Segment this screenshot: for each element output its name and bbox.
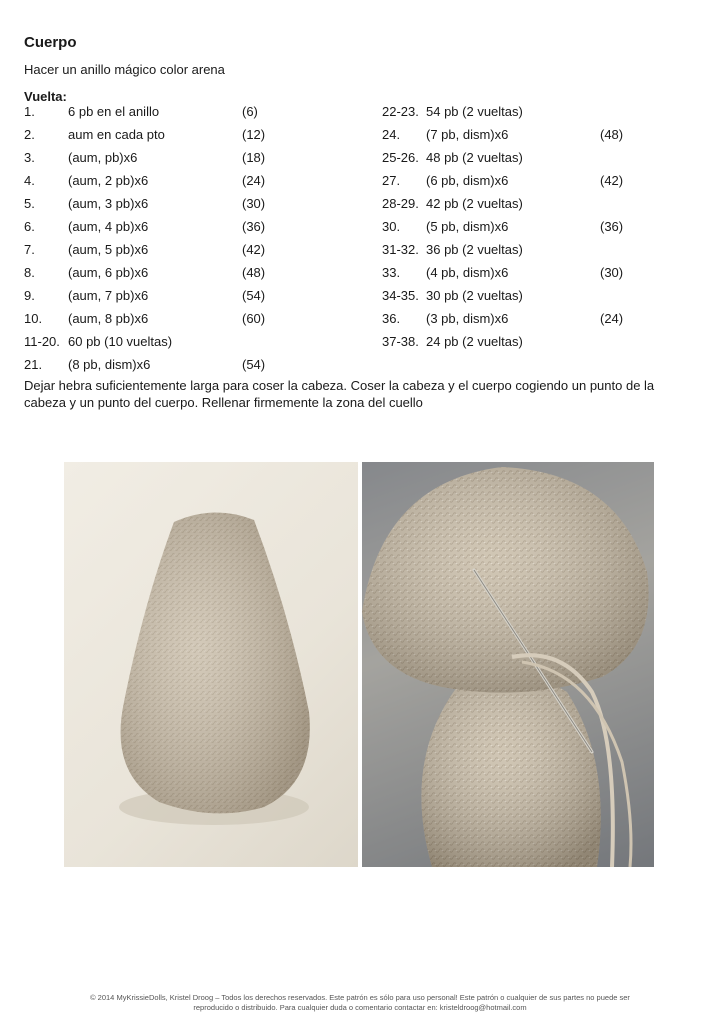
round-row xyxy=(382,264,682,282)
stitch-count: (24) xyxy=(242,173,266,188)
copyright-footer xyxy=(40,993,680,1013)
round-instruction: (aum, 3 pb)x6 xyxy=(68,196,149,211)
stitch-count: (12) xyxy=(242,127,266,142)
round-number: 11-20. xyxy=(24,334,60,349)
round-number: 28-29. xyxy=(382,196,419,211)
round-number: 22-23. xyxy=(382,104,419,119)
round-number: 5. xyxy=(24,196,35,211)
round-number: 31-32. xyxy=(382,242,419,257)
round-instruction: (aum, 6 pb)x6 xyxy=(68,265,149,280)
round-number: 24. xyxy=(382,127,401,142)
round-row xyxy=(382,149,682,167)
round-row xyxy=(24,264,324,282)
round-instruction: 6 pb en el anillo xyxy=(68,104,160,119)
round-instruction: (7 pb, dism)x6 xyxy=(426,127,509,142)
stitch-count: (54) xyxy=(242,357,266,372)
round-instruction: 42 pb (2 vueltas) xyxy=(426,196,523,211)
sewing-photo xyxy=(362,462,654,867)
intro-text: Hacer un anillo mágico color arena xyxy=(24,62,225,77)
round-number: 2. xyxy=(24,127,35,142)
stitch-count: (30) xyxy=(600,265,624,280)
round-number: 7. xyxy=(24,242,35,257)
round-instruction: (aum, 8 pb)x6 xyxy=(68,311,149,326)
round-row xyxy=(24,195,324,213)
round-row xyxy=(24,310,324,328)
round-instruction: (aum, pb)x6 xyxy=(68,150,138,165)
round-number: 9. xyxy=(24,288,35,303)
round-number: 8. xyxy=(24,265,35,280)
round-number: 27. xyxy=(382,173,401,188)
stitch-count: (6) xyxy=(242,104,258,119)
round-number: 1. xyxy=(24,104,35,119)
stitch-count: (30) xyxy=(242,196,266,211)
round-instruction: (6 pb, dism)x6 xyxy=(426,173,509,188)
crochet-sewing-illustration xyxy=(362,462,654,867)
stitch-count: (42) xyxy=(242,242,266,257)
stitch-count: (48) xyxy=(242,265,266,280)
round-number: 4. xyxy=(24,173,35,188)
round-number: 3. xyxy=(24,150,35,165)
round-instruction: 30 pb (2 vueltas) xyxy=(426,288,523,303)
round-row xyxy=(382,195,682,213)
stitch-count: (36) xyxy=(600,219,624,234)
round-instruction: 54 pb (2 vueltas) xyxy=(426,104,523,119)
round-row xyxy=(382,103,682,121)
round-number: 25-26. xyxy=(382,150,419,165)
stitch-count: (18) xyxy=(242,150,266,165)
round-row xyxy=(382,126,682,144)
round-row xyxy=(24,149,324,167)
round-instruction: aum en cada pto xyxy=(68,127,165,142)
round-row xyxy=(382,172,682,190)
round-number: 10. xyxy=(24,311,43,326)
round-number: 34-35. xyxy=(382,288,419,303)
stitch-count: (60) xyxy=(242,311,266,326)
round-row xyxy=(382,333,682,351)
round-number: 6. xyxy=(24,219,35,234)
stitch-count: (36) xyxy=(242,219,266,234)
round-number: 36. xyxy=(382,311,401,326)
round-instruction: (aum, 5 pb)x6 xyxy=(68,242,149,257)
stitch-count: (42) xyxy=(600,173,624,188)
stitch-count: (54) xyxy=(242,288,266,303)
footer-line-2: reproducido o distribuido. Para cualquier duda o comentario contactar en: kristeldroog@hotmail.com xyxy=(193,1003,527,1012)
finishing-instructions: Dejar hebra suficientemente larga para coser la cabeza. Coser la cabeza y el cuerpo cogiendo un punto de la cabeza y un punto del cuerpo. Rellenar firmemente la zona del cuello xyxy=(24,378,655,410)
page-title: Cuerpo xyxy=(24,34,77,51)
footer-line-1: © 2014 MyKrissieDolls, Kristel Droog – Todos los derechos reservados. Este patrón es sólo para uso personal! Este patrón o cualquier de sus partes no puede ser xyxy=(90,993,630,1002)
round-number: 37-38. xyxy=(382,334,419,349)
round-row xyxy=(382,218,682,236)
round-row xyxy=(382,287,682,305)
round-instruction: (4 pb, dism)x6 xyxy=(426,265,509,280)
round-instruction: 48 pb (2 vueltas) xyxy=(426,150,523,165)
round-heading: Vuelta: xyxy=(24,89,67,104)
round-row xyxy=(24,241,324,259)
stitch-count: (24) xyxy=(600,311,624,326)
round-row xyxy=(382,241,682,259)
round-instruction: 60 pb (10 vueltas) xyxy=(68,334,173,349)
round-row xyxy=(24,356,324,374)
round-instruction: (5 pb, dism)x6 xyxy=(426,219,509,234)
round-row xyxy=(382,310,682,328)
stitch-count: (48) xyxy=(600,127,624,142)
round-instruction: 36 pb (2 vueltas) xyxy=(426,242,523,257)
round-row xyxy=(24,218,324,236)
round-row xyxy=(24,287,324,305)
round-number: 30. xyxy=(382,219,401,234)
round-row xyxy=(24,103,324,121)
round-instruction: (3 pb, dism)x6 xyxy=(426,311,509,326)
crochet-body-illustration xyxy=(64,462,358,867)
round-instruction: (aum, 4 pb)x6 xyxy=(68,219,149,234)
round-row xyxy=(24,333,324,351)
round-instruction: (8 pb, dism)x6 xyxy=(68,357,151,372)
round-instruction: (aum, 7 pb)x6 xyxy=(68,288,149,303)
round-row xyxy=(24,172,324,190)
round-instruction: (aum, 2 pb)x6 xyxy=(68,173,149,188)
round-instruction: 24 pb (2 vueltas) xyxy=(426,334,523,349)
body-piece-photo xyxy=(64,462,358,867)
round-row xyxy=(24,126,324,144)
round-number: 33. xyxy=(382,265,401,280)
round-number: 21. xyxy=(24,357,43,372)
